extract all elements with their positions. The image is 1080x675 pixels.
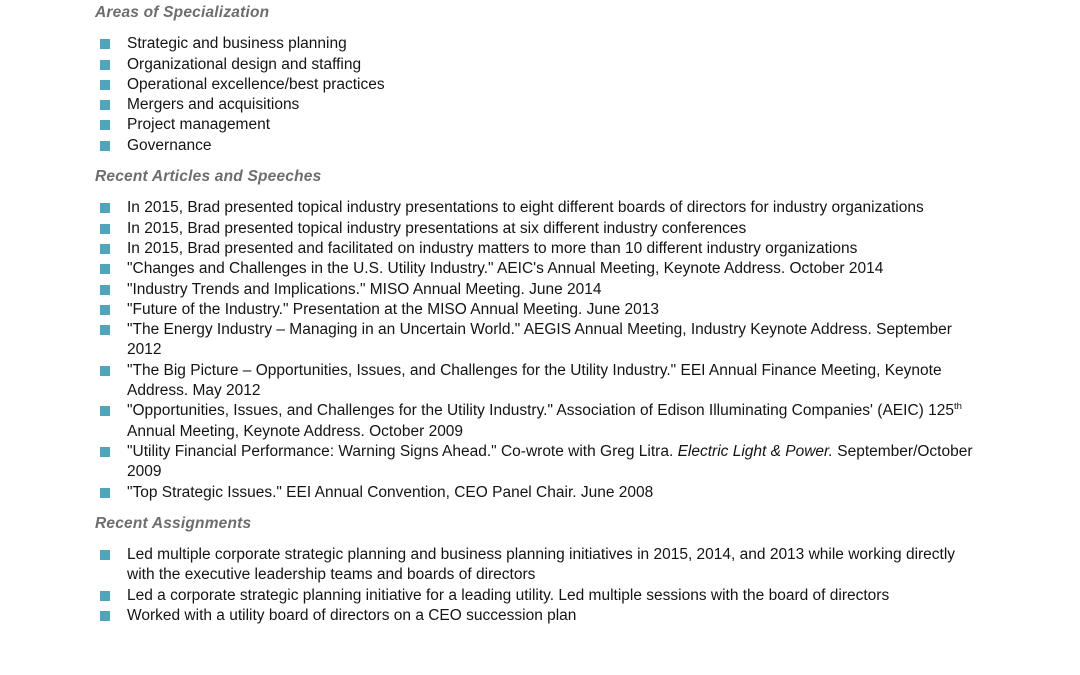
list-item-text: "Top Strategic Issues." EEI Annual Convention, CEO Panel Chair. June 2008 xyxy=(127,483,654,501)
list-item xyxy=(95,136,985,156)
specialization-list xyxy=(95,34,985,156)
square-bullet-icon xyxy=(100,264,110,274)
list-item xyxy=(95,55,985,75)
list-item-text: Mergers and acquisitions xyxy=(127,96,300,114)
square-bullet-icon xyxy=(100,325,110,335)
list-item-text: In 2015, Brad presented and facilitated on industry matters to more than 10 different industry organizations xyxy=(127,239,858,257)
list-item xyxy=(95,219,985,239)
square-bullet-icon xyxy=(100,224,110,234)
assignments-list xyxy=(95,545,985,626)
list-item xyxy=(95,320,985,361)
list-item-text: "Opportunities, Issues, and Challenges for the Utility Industry." Association of Edison Illuminating Companies' (AEIC) 125th Annual Meeting, Keynote Address. October 2009 xyxy=(127,401,962,440)
list-item xyxy=(95,401,985,442)
list-item xyxy=(95,483,985,503)
list-item-text: Worked with a utility board of directors on a CEO succession plan xyxy=(127,607,577,625)
list-item xyxy=(95,239,985,259)
square-bullet-icon xyxy=(100,120,110,130)
list-item-text: Governance xyxy=(127,136,212,154)
list-item-text: "Utility Financial Performance: Warning Signs Ahead." Co-wrote with Greg Litra. Electric Light & Power. September/October 2009 xyxy=(127,442,973,481)
list-item xyxy=(95,259,985,279)
list-item-text: Strategic and business planning xyxy=(127,35,347,53)
square-bullet-icon xyxy=(100,406,110,416)
list-item-text: "The Energy Industry – Managing in an Uncertain World." AEGIS Annual Meeting, Industry Keynote Address. September 2012 xyxy=(127,321,952,359)
section-recent-assignments xyxy=(95,514,985,626)
list-item-text: In 2015, Brad presented topical industry presentations at six different industry conferences xyxy=(127,219,747,237)
list-item-text: "The Big Picture – Opportunities, Issues, and Challenges for the Utility Industry." EEI Annual Finance Meeting, Keynote Address. May 2012 xyxy=(127,361,942,400)
section-heading: Recent Assignments xyxy=(95,514,252,532)
resume-page xyxy=(95,3,985,626)
list-item xyxy=(95,545,985,586)
section-heading: Areas of Specialization xyxy=(95,4,270,21)
articles-list xyxy=(95,198,985,502)
list-item xyxy=(95,606,985,626)
square-bullet-icon xyxy=(100,488,110,498)
list-item-text: Organizational design and staffing xyxy=(127,55,362,73)
list-item xyxy=(95,198,985,218)
square-bullet-icon xyxy=(100,141,110,151)
square-bullet-icon xyxy=(100,591,110,601)
list-item-text: Operational excellence/best practices xyxy=(127,75,385,93)
list-item-text: "Future of the Industry." Presentation at the MISO Annual Meeting. June 2013 xyxy=(127,300,660,318)
square-bullet-icon xyxy=(100,366,110,376)
square-bullet-icon xyxy=(100,550,110,560)
square-bullet-icon xyxy=(100,60,110,70)
list-item xyxy=(95,442,985,483)
square-bullet-icon xyxy=(100,80,110,90)
list-item-text: "Changes and Challenges in the U.S. Utility Industry." AEIC's Annual Meeting, Keynote Address. October 2014 xyxy=(127,260,884,278)
list-item-text: "Industry Trends and Implications." MISO Annual Meeting. June 2014 xyxy=(127,280,602,298)
list-item-text: Led multiple corporate strategic planning and business planning initiatives in 2015, 2014, and 2013 while working directly with the executive leadership teams and boards of directors xyxy=(127,546,956,584)
square-bullet-icon xyxy=(100,203,110,213)
section-recent-articles-and-speeches xyxy=(95,167,985,503)
square-bullet-icon xyxy=(100,285,110,295)
list-item xyxy=(95,586,985,606)
square-bullet-icon xyxy=(100,611,110,621)
square-bullet-icon xyxy=(100,39,110,49)
square-bullet-icon xyxy=(100,305,110,315)
section-areas-of-specialization xyxy=(95,3,985,156)
section-heading: Recent Articles and Speeches xyxy=(95,168,322,186)
list-item xyxy=(95,115,985,135)
list-item xyxy=(95,75,985,95)
list-item xyxy=(95,280,985,300)
list-item xyxy=(95,34,985,54)
square-bullet-icon xyxy=(100,244,110,254)
list-item-text: Led a corporate strategic planning initiative for a leading utility. Led multiple sessions with the board of directors xyxy=(127,586,890,604)
list-item xyxy=(95,300,985,320)
square-bullet-icon xyxy=(100,100,110,110)
list-item xyxy=(95,95,985,115)
square-bullet-icon xyxy=(100,447,110,457)
list-item xyxy=(95,361,985,402)
list-item-text: In 2015, Brad presented topical industry presentations to eight different boards of directors for industry organizations xyxy=(127,199,924,217)
list-item-text: Project management xyxy=(127,116,271,134)
